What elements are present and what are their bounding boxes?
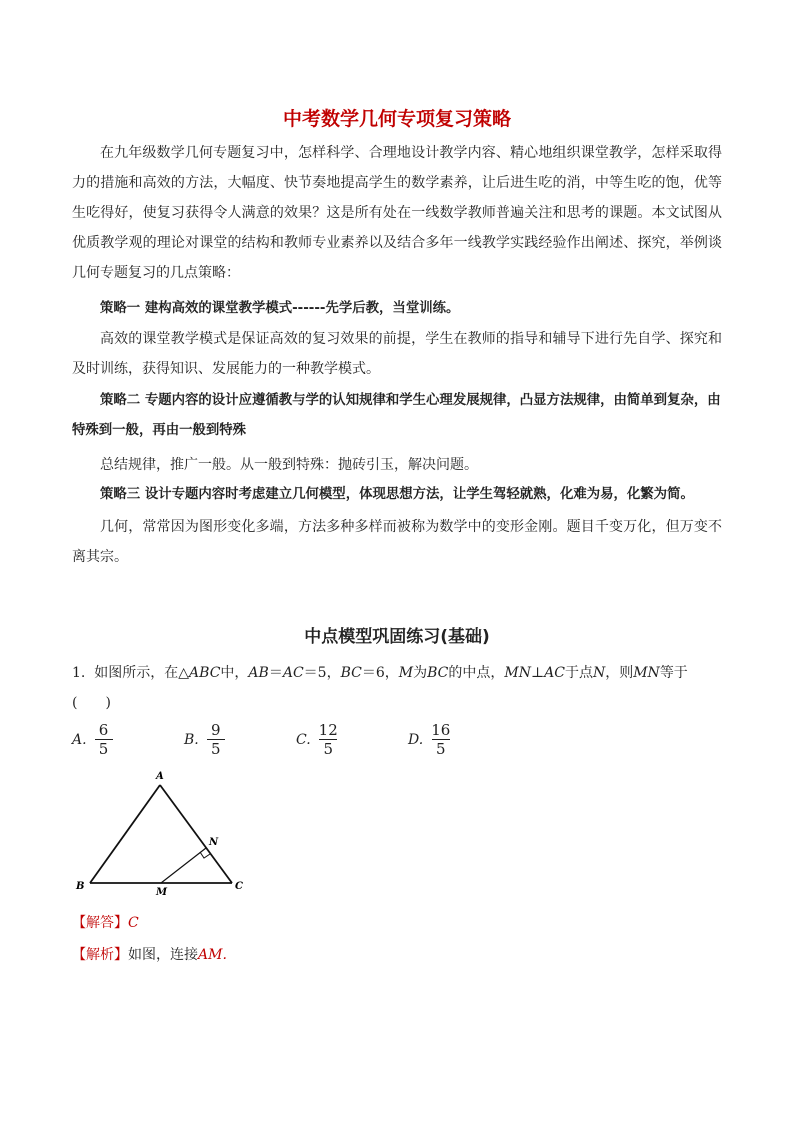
option-fraction [319,722,338,757]
question-text: 中， [220,665,249,681]
question-number: 1. [72,665,86,681]
option-fraction [95,722,113,757]
question-text: ＝ [268,665,283,681]
question-1 [72,658,728,718]
strategy1-body: 高效的课堂教学模式是保证高效的复习效果的前提，学生在教师的指导和辅导下进行先自学、探究和及时训练，获得知识、发展能力的一种教学模式。 [72,331,722,377]
option-c [296,722,338,757]
triangle-figure [70,765,260,900]
question-text: ⊥ [530,665,545,681]
analysis-line [72,944,227,964]
question-text: ，则 [605,665,634,681]
side-ab [90,785,160,883]
question-text: 为 [413,665,428,681]
numerator: 12 [318,721,338,739]
intro-paragraph: 在九年级数学几何专题复习中，怎样科学、合理地设计教学内容、精心地组织课堂教学，怎样采取得力的措施和高效的方法，大幅度、快节奏地提高学生的数学素养，让后进生吃的消，中等生吃的饱，优等生吃得好，使复习获得令人满意的效果？这是所有处在一线数学教师普遍关注和思考的课题。本文试图从优质教学观的理论对课堂的结构和教师专业素养以及结合多年一线教学实践经验作出阐述、探究，举例谈几何专题复习的几点策略： [72,145,722,281]
strategy3-body: 几何，常常因为图形变化多端，方法多种多样而被称为数学中的变形金刚。题目千变万化，但万变不离其宗。 [72,519,722,565]
option-letter: B. [184,731,199,748]
denominator: 5 [435,740,446,758]
question-var: AC [544,665,565,681]
right-angle-mark [200,852,210,858]
strategy2-title: 策略二 专题内容的设计应遵循教与学的认知规律和学生心理发展规律，凸显方法规律，由简单到复杂，由特殊到一般，再由一般到特殊 [72,393,721,438]
option-d [408,722,450,757]
option-fraction [431,722,450,757]
question-var: MN [633,665,660,681]
strategy1-title: 策略一 建构高效的课堂教学模式------先学后教，当堂训练。 [100,301,460,316]
question-text: 如图所示，在△ [94,665,190,681]
question-var: AC [282,665,304,681]
page-title: 中考数学几何专项复习策略 [282,108,511,130]
answer-blank: ( ) [72,695,111,711]
question-var: N [592,665,606,681]
option-fraction [207,722,225,757]
analysis-text: 如图，连接 [128,947,198,963]
label-a: A [156,771,164,782]
denominator: 5 [323,740,333,758]
question-text: ＝6， [361,665,399,681]
label-b: B [76,881,85,892]
question-var: BC [340,665,362,681]
denominator: 5 [210,740,221,758]
question-var: AB [248,665,269,681]
label-c: C [235,881,243,892]
numerator: 6 [98,721,109,739]
question-var: ABC [189,665,221,681]
option-letter: C. [296,731,311,748]
label-n: N [209,837,219,848]
numerator: 9 [210,721,221,739]
question-text: 于点 [564,665,593,681]
answer-line [72,912,139,932]
denominator: 5 [98,740,109,758]
option-letter: A. [72,731,87,748]
numerator: 16 [431,721,451,739]
question-text: 等于 [659,665,688,681]
analysis-value: AM. [198,947,227,963]
option-b [184,722,225,757]
answer-label: 【解答】 [72,915,128,931]
strategy2-body: 总结规律，推广一般。从一般到特殊：抛砖引玉，解决问题。 [100,457,478,473]
analysis-label: 【解析】 [72,947,128,963]
option-a [72,722,113,757]
question-var: BC [427,665,449,681]
answer-value: C [128,915,139,931]
strategy3-title: 策略三 设计专题内容时考虑建立几何模型，体现思想方法，让学生驾轻就熟，化难为易，化繁为简。 [100,487,694,502]
option-letter: D. [408,731,424,748]
question-var: MN [504,665,531,681]
side-ac [160,785,232,883]
label-m: M [156,887,168,898]
question-text: ＝5， [303,665,341,681]
section-title: 中点模型巩固练习(基础) [304,627,490,647]
question-text: 的中点， [448,665,505,681]
question-var: M [398,665,414,681]
segment-mn [161,848,206,883]
